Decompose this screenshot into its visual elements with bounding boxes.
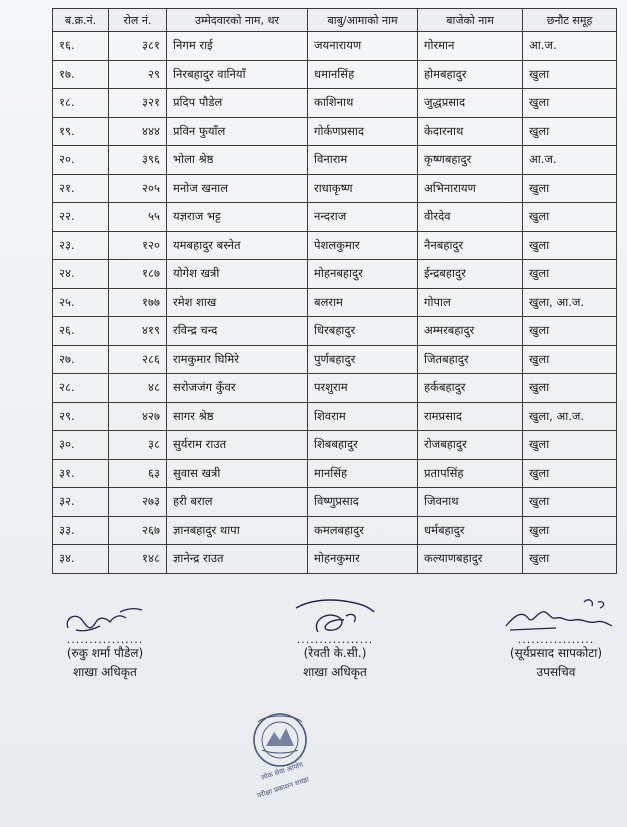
parent-name-cell: विष्णुप्रसाद	[308, 488, 418, 517]
serial-number-cell: २४.	[53, 260, 109, 289]
roll-number-cell: १८७	[109, 260, 167, 289]
selection-group-cell: खुला	[523, 431, 617, 460]
header-grandfather-name: बाजेको नाम	[418, 9, 523, 32]
handwritten-signature	[60, 602, 150, 636]
seal-text-line1: लोक सेवा आयोग	[260, 760, 305, 782]
signature-dots: .................	[517, 633, 595, 646]
grandfather-name-cell: रामप्रसाद	[418, 402, 523, 431]
grandfather-name-cell: कल्याणबहादुर	[418, 545, 523, 574]
signature-dots: .................	[66, 633, 144, 646]
roll-number-cell: २६७	[109, 516, 167, 545]
signature-dots: .................	[296, 633, 374, 646]
serial-number-cell: २८.	[53, 374, 109, 403]
candidate-name-cell: योगेश खत्री	[167, 260, 308, 289]
candidate-name-cell: निगम राई	[167, 32, 308, 61]
serial-number-cell: १९.	[53, 117, 109, 146]
roll-number-cell: १२०	[109, 231, 167, 260]
signature-block-2	[280, 594, 390, 682]
serial-number-cell: २७.	[53, 345, 109, 374]
table-row	[53, 345, 617, 374]
parent-name-cell: धमानसिंह	[308, 60, 418, 89]
header-parent-name: बाबु/आमाको नाम	[308, 9, 418, 32]
signature-block-1	[50, 602, 160, 682]
table-row	[53, 231, 617, 260]
table-row	[53, 402, 617, 431]
table-row	[53, 174, 617, 203]
selection-group-cell: खुला	[523, 60, 617, 89]
table-row	[53, 117, 617, 146]
roll-number-cell: ३२१	[109, 89, 167, 118]
candidate-name-cell: प्रदिप पौडेल	[167, 89, 308, 118]
table-row	[53, 260, 617, 289]
candidate-name-cell: प्रविन फुयाँल	[167, 117, 308, 146]
candidate-name-cell: सुवास खत्री	[167, 459, 308, 488]
candidate-name-cell: रामकुमार घिमिरे	[167, 345, 308, 374]
selection-group-cell: आ.ज.	[523, 32, 617, 61]
header-selection-group: छनौट समूह	[523, 9, 617, 32]
table-row	[53, 545, 617, 574]
roll-number-cell: ६३	[109, 459, 167, 488]
serial-number-cell: ३४.	[53, 545, 109, 574]
serial-number-cell: ३२.	[53, 488, 109, 517]
roll-number-cell: ५५	[109, 203, 167, 232]
serial-number-cell: ३३.	[53, 516, 109, 545]
seal-text-line2: परीक्षा प्रकाशन शाखा	[256, 775, 310, 800]
selection-group-cell: खुला	[523, 345, 617, 374]
parent-name-cell: नन्दराज	[308, 203, 418, 232]
serial-number-cell: १७.	[53, 60, 109, 89]
table-row	[53, 89, 617, 118]
candidate-name-cell: ज्ञानेन्द्र राउत	[167, 545, 308, 574]
results-table	[52, 8, 617, 574]
header-serial: ब.क्र.नं.	[53, 9, 109, 32]
roll-number-cell: २९	[109, 60, 167, 89]
signatory-title: शाखा अधिकृत	[73, 665, 137, 679]
signatory-name: (सूर्यप्रसाद सापकोटा)	[509, 646, 603, 660]
parent-name-cell: मोहनबहादुर	[308, 260, 418, 289]
parent-name-cell: पेशलकुमार	[308, 231, 418, 260]
parent-name-cell: धिरबहादुर	[308, 317, 418, 346]
grandfather-name-cell: रोजबहादुर	[418, 431, 523, 460]
header-candidate-name: उम्मेदवारको नाम, थर	[167, 9, 308, 32]
candidate-name-cell: यज्ञराज भट्ट	[167, 203, 308, 232]
serial-number-cell: २२.	[53, 203, 109, 232]
parent-name-cell: मोहनकुमार	[308, 545, 418, 574]
grandfather-name-cell: जुद्धप्रसाद	[418, 89, 523, 118]
roll-number-cell: ४२७	[109, 402, 167, 431]
handwritten-signature	[290, 594, 380, 636]
roll-number-cell: २७३	[109, 488, 167, 517]
table-row	[53, 317, 617, 346]
table-row	[53, 32, 617, 61]
grandfather-name-cell: हर्कबहादुर	[418, 374, 523, 403]
handwritten-signature	[496, 596, 616, 636]
selection-group-cell: खुला, आ.ज.	[523, 288, 617, 317]
roll-number-cell: १४८	[109, 545, 167, 574]
serial-number-cell: २३.	[53, 231, 109, 260]
grandfather-name-cell: जिवनाथ	[418, 488, 523, 517]
parent-name-cell: राधाकृष्ण	[308, 174, 418, 203]
serial-number-cell: २०.	[53, 146, 109, 175]
parent-name-cell: शिबबहादुर	[308, 431, 418, 460]
grandfather-name-cell: जितबहादुर	[418, 345, 523, 374]
selection-group-cell: खुला	[523, 516, 617, 545]
serial-number-cell: १८.	[53, 89, 109, 118]
serial-number-cell: २६.	[53, 317, 109, 346]
grandfather-name-cell: धर्मबहादुर	[418, 516, 523, 545]
table-row	[53, 459, 617, 488]
parent-name-cell: विनाराम	[308, 146, 418, 175]
grandfather-name-cell: केदारनाथ	[418, 117, 523, 146]
grandfather-name-cell: प्रतापसिंह	[418, 459, 523, 488]
roll-number-cell: २०५	[109, 174, 167, 203]
grandfather-name-cell: होमबहादुर	[418, 60, 523, 89]
roll-number-cell: ४४४	[109, 117, 167, 146]
table-row	[53, 374, 617, 403]
candidate-name-cell: मनोज खनाल	[167, 174, 308, 203]
selection-group-cell: खुला	[523, 174, 617, 203]
parent-name-cell: कमलबहादुर	[308, 516, 418, 545]
signatory-title: शाखा अधिकृत	[303, 665, 367, 679]
roll-number-cell: ४१९	[109, 317, 167, 346]
candidate-name-cell: सरोजजंग कुँवर	[167, 374, 308, 403]
selection-group-cell: खुला	[523, 89, 617, 118]
table-row	[53, 516, 617, 545]
parent-name-cell: बलराम	[308, 288, 418, 317]
selection-group-cell: खुला	[523, 117, 617, 146]
roll-number-cell: ४८	[109, 374, 167, 403]
header-roll: रोल नं.	[109, 9, 167, 32]
grandfather-name-cell: गोपाल	[418, 288, 523, 317]
parent-name-cell: गोर्कणप्रसाद	[308, 117, 418, 146]
roll-number-cell: ३९६	[109, 146, 167, 175]
grandfather-name-cell: कृष्णबहादुर	[418, 146, 523, 175]
table-row	[53, 488, 617, 517]
grandfather-name-cell: ईन्द्रबहादुर	[418, 260, 523, 289]
serial-number-cell: ३१.	[53, 459, 109, 488]
roll-number-cell: २८६	[109, 345, 167, 374]
selection-group-cell: आ.ज.	[523, 146, 617, 175]
parent-name-cell: परशुराम	[308, 374, 418, 403]
roll-number-cell: १७७	[109, 288, 167, 317]
grandfather-name-cell: वीरदेव	[418, 203, 523, 232]
candidate-name-cell: सुर्यराम राउत	[167, 431, 308, 460]
parent-name-cell: शिवराम	[308, 402, 418, 431]
selection-group-cell: खुला, आ.ज.	[523, 402, 617, 431]
selection-group-cell: खुला	[523, 203, 617, 232]
candidate-name-cell: भोला श्रेष्ठ	[167, 146, 308, 175]
grandfather-name-cell: नैनबहादुर	[418, 231, 523, 260]
candidate-name-cell: रमेश शाख	[167, 288, 308, 317]
parent-name-cell: जयनारायण	[308, 32, 418, 61]
selection-group-cell: खुला	[523, 317, 617, 346]
signatory-title: उपसचिव	[536, 665, 576, 679]
roll-number-cell: ३८१	[109, 32, 167, 61]
candidate-name-cell: रविन्द्र चन्द	[167, 317, 308, 346]
parent-name-cell: मानसिंह	[308, 459, 418, 488]
serial-number-cell: २९.	[53, 402, 109, 431]
parent-name-cell: पुर्णबहादुर	[308, 345, 418, 374]
selection-group-cell: खुला	[523, 488, 617, 517]
table-row	[53, 60, 617, 89]
grandfather-name-cell: अम्मरबहादुर	[418, 317, 523, 346]
roll-number-cell: ३८	[109, 431, 167, 460]
candidate-name-cell: निरबहादुर वानियाँ	[167, 60, 308, 89]
selection-group-cell: खुला	[523, 459, 617, 488]
official-seal-stamp	[232, 700, 342, 812]
table-row	[53, 431, 617, 460]
grandfather-name-cell: गोरमान	[418, 32, 523, 61]
serial-number-cell: ३०.	[53, 431, 109, 460]
candidate-name-cell: हरी बराल	[167, 488, 308, 517]
table-row	[53, 146, 617, 175]
grandfather-name-cell: अभिनारायण	[418, 174, 523, 203]
selection-group-cell: खुला	[523, 231, 617, 260]
selection-group-cell: खुला	[523, 374, 617, 403]
serial-number-cell: २१.	[53, 174, 109, 203]
signatory-name: (रुकु शर्मा पौडेल)	[66, 646, 144, 660]
candidate-name-cell: सागर श्रेष्ठ	[167, 402, 308, 431]
candidate-name-cell: ज्ञानबहादुर थापा	[167, 516, 308, 545]
table-row	[53, 288, 617, 317]
signatory-name: (रेवती के.सी.)	[303, 646, 367, 660]
parent-name-cell: काशिनाथ	[308, 89, 418, 118]
table-row	[53, 203, 617, 232]
serial-number-cell: १६.	[53, 32, 109, 61]
selection-group-cell: खुला	[523, 545, 617, 574]
selection-group-cell: खुला	[523, 260, 617, 289]
candidate-name-cell: यमबहादुर बस्नेत	[167, 231, 308, 260]
table-header-row	[53, 9, 617, 32]
signature-block-3	[490, 596, 622, 682]
serial-number-cell: २५.	[53, 288, 109, 317]
